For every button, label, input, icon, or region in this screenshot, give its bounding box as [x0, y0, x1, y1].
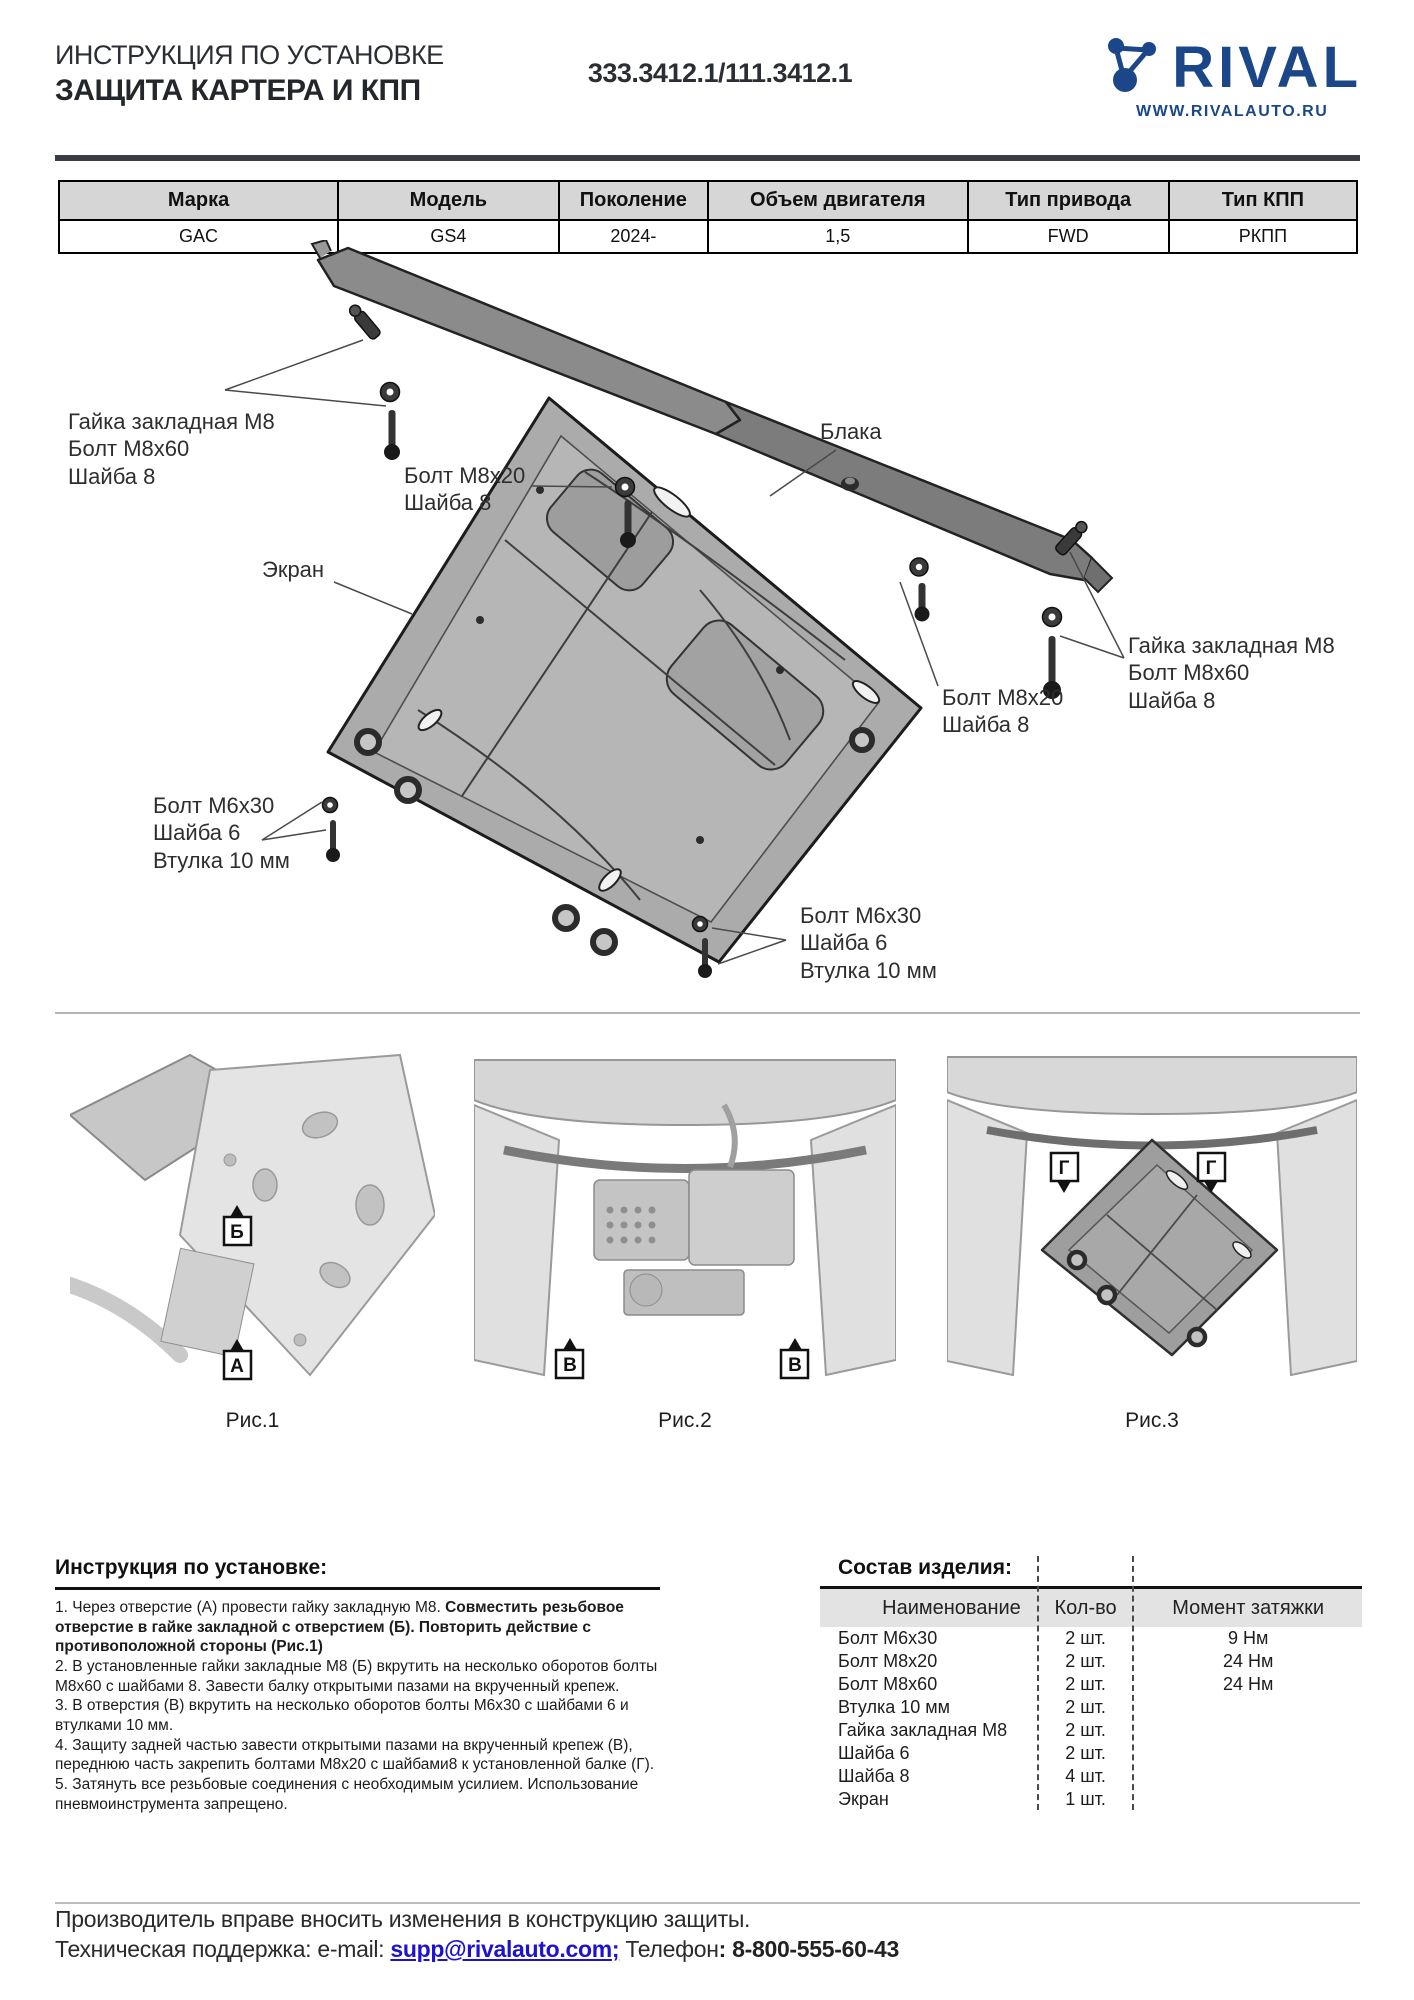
spec-header-generation: Поколение — [559, 181, 708, 220]
parts-table — [820, 1589, 1362, 1811]
parts-header-name: Наименование — [820, 1589, 1037, 1627]
parts-row: Болт М6х30 2 шт. 9 Нм — [838, 1628, 1269, 1648]
section-divider — [55, 1012, 1360, 1014]
assembly-diagram — [0, 240, 1414, 1030]
parts-row: Болт М8х60 2 шт. 24 Нм — [838, 1674, 1274, 1694]
washer-icon — [910, 558, 928, 576]
support-email-link[interactable]: supp@rivalauto.com — [390, 1936, 612, 1962]
svg-text:Б: Б — [230, 1222, 244, 1243]
label-fastener-top-left: Гайка закладная М8 Болт М8х60 Шайба 8 — [68, 409, 275, 489]
parts-header-torque: Момент затяжки — [1134, 1589, 1362, 1627]
figure-1-caption: Рис.1 — [225, 1409, 280, 1432]
parts-header-row — [820, 1589, 1362, 1627]
parts-column-divider — [1037, 1556, 1039, 1810]
washer-icon — [693, 917, 708, 932]
spec-header-drive: Тип привода — [968, 181, 1169, 220]
document-title-block — [55, 40, 444, 109]
spec-header-row — [59, 181, 1357, 220]
rivet-nut-icon — [347, 303, 382, 341]
label-bolt-bottom-left: Болт М6х30 Шайба 6 Втулка 10 мм — [153, 793, 290, 873]
instructions-steps — [55, 1598, 660, 1814]
washer-icon — [323, 798, 338, 813]
label-fastener-right: Гайка закладная М8 Болт М8х60 Шайба 8 — [1128, 633, 1335, 713]
page-title: ЗАЩИТА КАРТЕРА И КПП — [55, 74, 421, 108]
figure-2-image — [474, 1045, 896, 1390]
document-type: ИНСТРУКЦИЯ ПО УСТАНОВКЕ — [55, 40, 444, 70]
spec-generation: 2024- — [559, 220, 708, 253]
manufacturer-note: Производитель вправе вносить изменения в конструкцию защиты. — [55, 1906, 751, 1932]
svg-text:Г: Г — [1205, 1158, 1217, 1179]
support-line — [55, 1936, 899, 1963]
spec-header-gearbox: Тип КПП — [1169, 181, 1357, 220]
parts-row: Шайба 8 4 шт. — [838, 1766, 1106, 1786]
instructions-heading: Инструкция по установке: — [55, 1556, 660, 1590]
part-numbers: 333.3412.1/111.3412.1 — [587, 58, 853, 88]
figure-3-caption: Рис.3 — [1125, 1409, 1179, 1432]
marker-V-left — [556, 1338, 583, 1378]
spec-brand: GAC — [59, 220, 338, 253]
step-5: 5. Затянуть все резьбовые соединения с необходимым усилием. Использование пневмоинструмента запрещено. — [55, 1776, 639, 1813]
bolt-icon — [326, 820, 340, 862]
label-bolt-top: Болт М8х20 Шайба 8 — [404, 463, 526, 516]
support-prefix: Техническая поддержка: e-mail: — [55, 1936, 391, 1962]
label-bolt-bottom-mid: Болт М6х30 Шайба 6 Втулка 10 мм — [800, 903, 937, 983]
support-phone: : 8-800-555-60-43 — [718, 1936, 899, 1962]
svg-text:Г: Г — [1058, 1158, 1070, 1179]
label-beam: Блака — [820, 419, 882, 444]
marker-G-left — [1051, 1153, 1078, 1193]
washer-icon — [381, 383, 400, 402]
svg-text:В: В — [788, 1355, 802, 1376]
parts-row: Болт М8х20 2 шт. 24 Нм — [838, 1651, 1274, 1671]
parts-column-divider — [1132, 1556, 1134, 1810]
spec-header-model: Модель — [338, 181, 559, 220]
label-screen: Экран — [262, 557, 325, 582]
spec-gearbox: РКПП — [1169, 220, 1357, 253]
marker-V-right — [781, 1338, 808, 1378]
step-2: 2. В установленные гайки закладные М8 (Б) вкрутить на несколько оборотов болты М8х60 с шайбами 8. Завести балку открытыми пазами на вкрученный крепеж. — [55, 1658, 658, 1695]
washer-icon — [1043, 608, 1062, 627]
spec-header-engine: Объем двигателя — [708, 181, 968, 220]
svg-text:В: В — [563, 1355, 577, 1376]
spec-header-brand: Марка — [59, 181, 338, 220]
step-1: 1. Через отверстие (А) провести гайку закладную М8. Совместить резьбовое отверстие в гайке закладной с отверстием (Б). Повторить действие с противоположной стороны (Рис.1) — [55, 1599, 624, 1656]
bolt-icon — [384, 410, 400, 460]
parts-row: Гайка закладная М8 2 шт. — [838, 1720, 1106, 1740]
parts-header-qty: Кол-во — [1037, 1589, 1135, 1627]
bolt-icon — [915, 583, 930, 622]
figure-2-caption: Рис.2 — [658, 1409, 712, 1432]
figure-3-image — [947, 1045, 1357, 1390]
figure-1 — [70, 1045, 435, 1432]
parts-heading: Состав изделия: — [838, 1556, 1012, 1579]
spec-drive: FWD — [968, 220, 1169, 253]
figure-3 — [947, 1045, 1357, 1432]
parts-row: Экран 1 шт. — [838, 1789, 1106, 1809]
washer-icon — [616, 478, 635, 497]
footer-divider — [55, 1902, 1360, 1904]
phone-label: Телефон — [619, 1936, 719, 1962]
spec-model: GS4 — [338, 220, 559, 253]
figure-2 — [474, 1045, 896, 1432]
figure-1-image — [70, 1045, 435, 1390]
header-divider — [55, 155, 1360, 161]
molecule-logo-icon — [1102, 34, 1164, 101]
svg-text:А: А — [230, 1356, 244, 1377]
brand-logo — [1102, 34, 1362, 121]
parts-row: Шайба 6 2 шт. — [838, 1743, 1106, 1763]
parts-row: Втулка 10 мм 2 шт. — [838, 1697, 1106, 1717]
installation-instructions — [55, 1556, 660, 1814]
email-suffix: ; — [611, 1936, 620, 1962]
step-3: 3. В отверстия (В) вкрутить на несколько оборотов болты М6х30 с шайбами 6 и втулками 10 мм. — [55, 1697, 629, 1735]
brand-website: WWW.RIVALAUTO.RU — [1136, 103, 1329, 120]
brand-name: RIVAL — [1172, 34, 1362, 100]
spec-engine: 1,5 — [708, 220, 968, 253]
label-bolt-right: Болт М8х20 Шайба 8 — [942, 685, 1064, 738]
step-4: 4. Защиту задней частью завести открытыми пазами на вкрученный крепеж (В), переднюю часть закрепить болтами М8х20 с шайбами8 к установленной балке (Г). — [55, 1736, 655, 1774]
